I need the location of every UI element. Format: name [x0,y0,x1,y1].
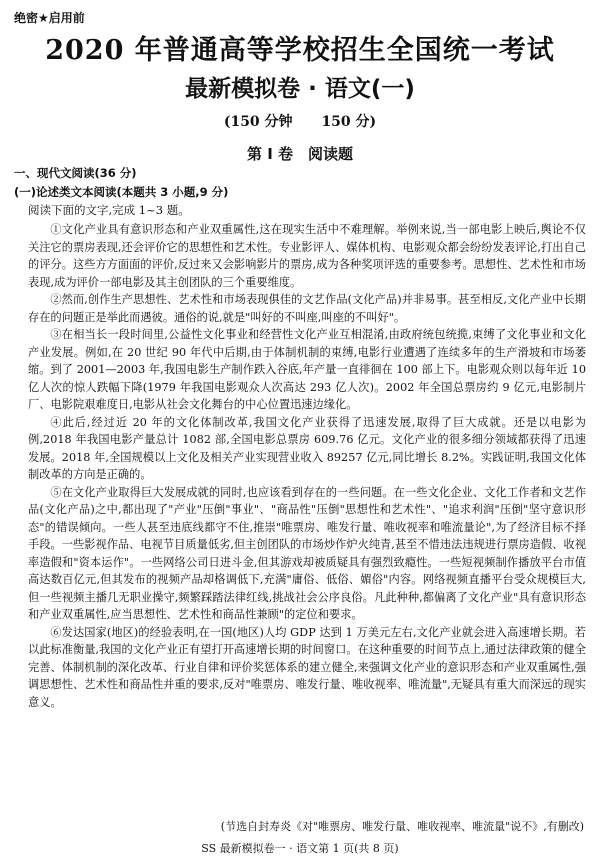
section-title: 一、现代文阅读(36 分) [14,166,137,180]
paragraph-4: ④此后,经过近 20 年的文化体制改革,我国文化产业获得了迅速发展,取得了巨大成就。还是以电影为例,2018 年我国电影产量总计 1082 部,全国电影总票房 609.76 亿元。文化产业的很多细分领域都获得了迅速发展。2018 年,全国规模以上文化及相关产业实现营业收入 89257 亿元,同比增长 8.2%。实践证明,我国文化体制改革的方向是正确的。 [28,415,586,481]
reading-instruction: 阅读下面的文字,完成 1~3 题。 [28,203,190,217]
exam-time: (150 分钟 [223,114,293,130]
secret-mark: 绝密★启用前 [14,11,85,25]
volume-title: 第 I 卷 阅读题 [246,145,354,163]
paragraph-3: ③在相当长一段时间里,公益性文化事业和经营性文化产业互相混淆,由政府统包统揽,束缚了文化事业和文化产业发展。例如,在 20 世纪 90 年代中后期,由于体制机制的束缚,电影行业遭遇了连续多年的生产滑坡和市场萎缩。到了 2001—2003 年,我国电影生产制作跌入谷底,年产量一直徘徊在 100 部上下。电影观众则以每年近 10 亿人次的惊人跌幅下降(1979 年我国电影观众人次高达 293 亿人次)。2002 年全国总票房约 9 亿元,电影制片厂、电影院艰难度日,电影从社会文化舞台的中心位置迅速边缘化。 [28,328,586,411]
article-source: (节选自封寿炎《对"唯票房、唯发行量、唯收视率、唯流量"说不》,有删改) [220,820,584,833]
paper-title: 最新模拟卷 · 语文(一) [185,76,415,102]
paragraph-1: ①文化产业具有意识形态和产业双重属性,这在现实生活中不难理解。举例来说,当一部电影上映后,舆论不仅关注它的票房表现,还会评价它的思想性和艺术性。专业影评人、媒体机构、电影观众都会纷纷发表评论,打出自己的评分。这些方方面面的评价,反过来又会影响影片的票房,成为各种奖项评选的重要参考。思想性、艺术性和市场表现,成为评价一部电影及其主创团队的三个重要维度。 [28,223,586,289]
time-score [0,111,600,131]
exam-score: 150 分) [321,114,377,130]
page-footer: SS 最新模拟卷一 · 语文第 1 页(共 8 页) [201,842,399,855]
paragraph-2: ②然而,创作生产思想性、艺术性和市场表现俱佳的文艺作品(文化产品)并非易事。甚至相反,文化产业中长期存在的问题正是举此而遇彼。通俗的说,就是"叫好的不叫座,叫座的不叫好"。 [28,293,586,324]
article-body [28,221,586,711]
exam-title: 2020 年普通高等学校招生全国统一考试 [45,35,555,66]
subsection-title: (一)论述类文本阅读(本题共 3 小题,9 分) [14,185,229,199]
paragraph-6: ⑥发达国家(地区)的经验表明,在一国(地区)人均 GDP 达到 1 万美元左右,文化产业就会进入高速增长期。若以此标准衡量,我国的文化产业正有望打开高速增长期的时间窗口。在这种重要的时间节点上,通过法律政策的健全完善、体制机制的深化改革、行业自律和评价奖惩体系的建立健全,来强调文化产业的意识形态和产业双重属性,强调思想性、艺术性和商品性并重的要求,反对"唯票房、唯发行量、唯收视率、唯流量",无疑具有重大而深远的现实意义。 [28,625,586,709]
paragraph-5: ⑤在文化产业取得巨大发展成就的同时,也应该看到存在的一些问题。在一些文化企业、文化工作者和文艺作品(文化产品)之中,都出现了"产业"压倒"事业"、"商品性"压倒"思想性和艺术性"、"追求利润"压倒"坚守意识形态"的错误倾向。一些人甚至违底线都守不住,推崇"唯票房、唯发行量、唯收视率和唯流量论",为了经济目标不择手段。一些影视作品、电视节目质量低劣,但主创团队的市场炒作炉火纯青,甚至不惜违法违规进行票房造假、收视率造假和"资本运作"。一些网络公司日进斗金,但其游戏却被质疑具有强烈致瘾性。一些短视频制作播放平台市值高达数百亿元,但其发布的视频产品却格调低下,充满"庸俗、低俗、媚俗"内容。网络视频直播平台受众规模巨大,但一些视频主播几无职业操守,频繁踩踏法律红线,挑战社会公序良俗。凡此种种,都偏离了文化产业"具有意识形态和产业双重属性,应当思想性、艺术性和商品性兼顾"的定位和要求。 [28,485,586,621]
